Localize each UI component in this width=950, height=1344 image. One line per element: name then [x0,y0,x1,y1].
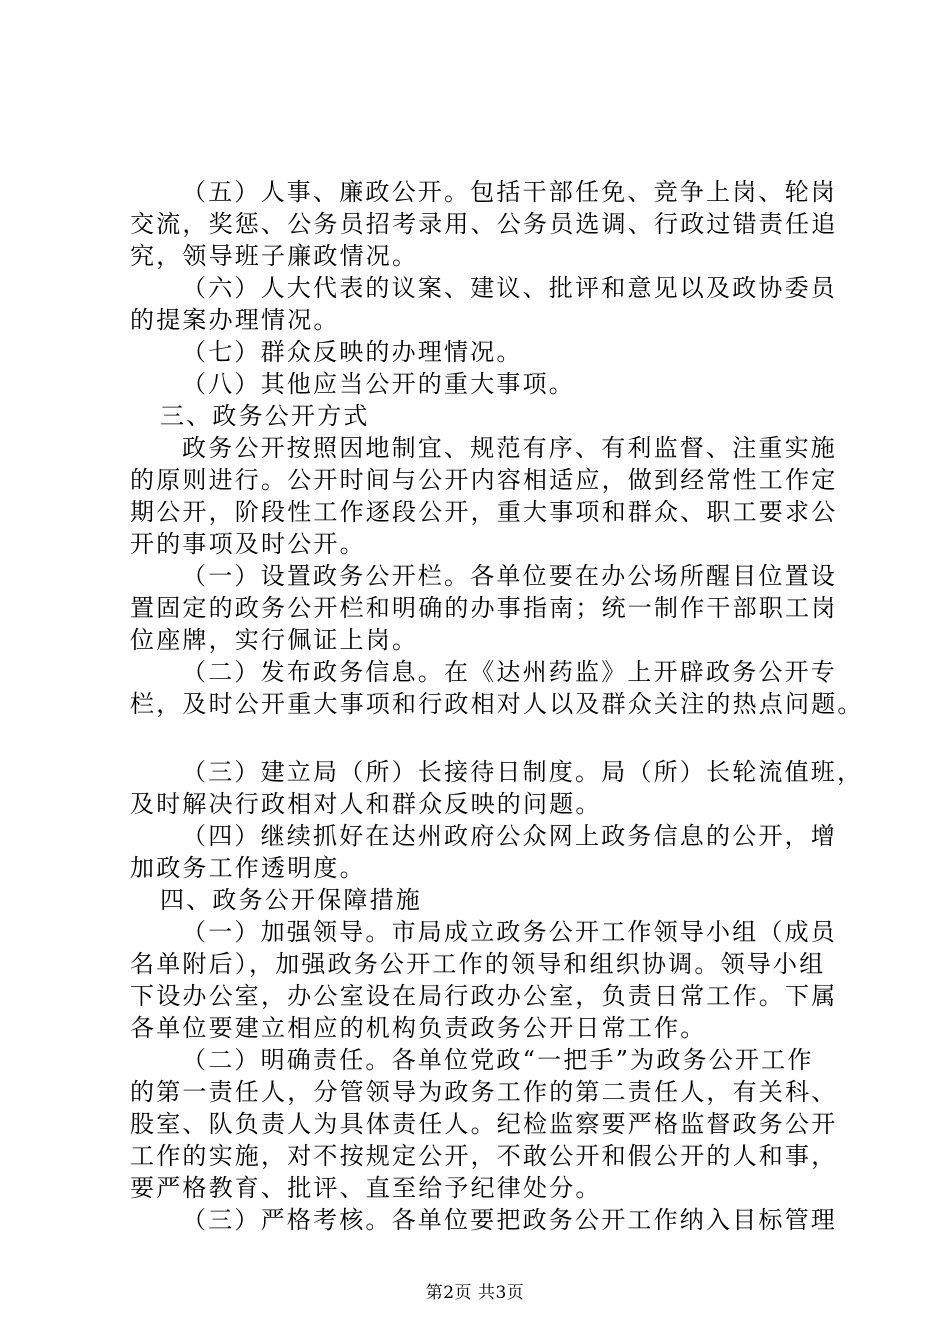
paragraph-line: 置固定的政务公开栏和明确的办事指南；统一制作干部职工岗 [130,594,838,622]
paragraph-line: 要严格教育、批评、直至给予纪律处分。 [130,1174,602,1202]
section-heading: 三、政务公开方式 [160,402,370,430]
paragraph-line: 股室、队负责人为具体责任人。纪检监察要严格监督政务公开 [130,1110,838,1138]
blank-line [130,720,842,756]
paragraph-line: 及时解决行政相对人和群众反映的问题。 [130,790,602,818]
paragraph-line: （八）其他应当公开的重大事项。 [182,370,575,398]
document-body [130,176,864,1236]
paragraph-line: 的提案办理情况。 [130,306,340,334]
paragraph-line: 政务公开按照因地制宜、规范有序、有利监督、注重实施 [182,434,837,462]
paragraph-line: 下设办公室，办公室设在局行政办公室，负责日常工作。下属 [130,982,838,1010]
paragraph-line: （三）严格考核。各单位要把政务公开工作纳入目标管理 [182,1206,837,1234]
paragraph-line: （一）加强领导。市局成立政务公开工作领导小组（成员 [182,918,837,946]
paragraph-line: 工作的实施，对不按规定公开，不敢公开和假公开的人和事， [130,1142,838,1170]
paragraph-line: （一）设置政务公开栏。各单位要在办公场所醒目位置设 [182,562,837,590]
paragraph-line: （四）继续抓好在达州政府公众网上政务信息的公开，增 [182,822,837,850]
paragraph-line: 加政务工作透明度。 [130,854,366,882]
paragraph-line: （七）群众反映的办理情况。 [182,338,523,366]
paragraph-line: 位座牌，实行佩证上岗。 [130,626,419,654]
paragraph-line: 期公开，阶段性工作逐段公开，重大事项和群众、职工要求公 [130,498,838,526]
paragraph-line: （二）明确责任。各单位党政“一把手”为政务公开工作 [182,1046,814,1074]
paragraph-line: （二）发布政务信息。在《达州药监》上开辟政务公开专 [182,658,837,686]
paragraph-line: 名单附后），加强政务公开工作的领导和组织协调。领导小组 [130,950,826,978]
paragraph-line: 开的事项及时公开。 [130,530,366,558]
paragraph-line: 究，领导班子廉政情况。 [130,242,419,270]
section-heading: 四、政务公开保障措施 [160,886,422,914]
paragraph-line: 各单位要建立相应的机构负责政务公开日常工作。 [130,1014,707,1042]
paragraph-line: （五）人事、廉政公开。包括干部任免、竞争上岗、轮岗 [182,178,837,206]
paragraph-line: 的第一责任人，分管领导为政务工作的第二责任人，有关科、 [130,1078,838,1106]
paragraph-line: （三）建立局（所）长接待日制度。局（所）长轮流值班， [182,758,864,786]
paragraph-line: 交流，奖惩、公务员招考录用、公务员选调、行政过错责任追 [130,210,838,238]
paragraph-line: 的原则进行。公开时间与公开内容相适应，做到经常性工作定 [130,466,838,494]
page-footer: 第2页 共3页 [425,1283,525,1303]
paragraph-line: （六）人大代表的议案、建议、批评和意见以及政协委员 [182,274,837,302]
paragraph-line: 栏，及时公开重大事项和行政相对人以及群众关注的热点问题。 [130,690,864,718]
